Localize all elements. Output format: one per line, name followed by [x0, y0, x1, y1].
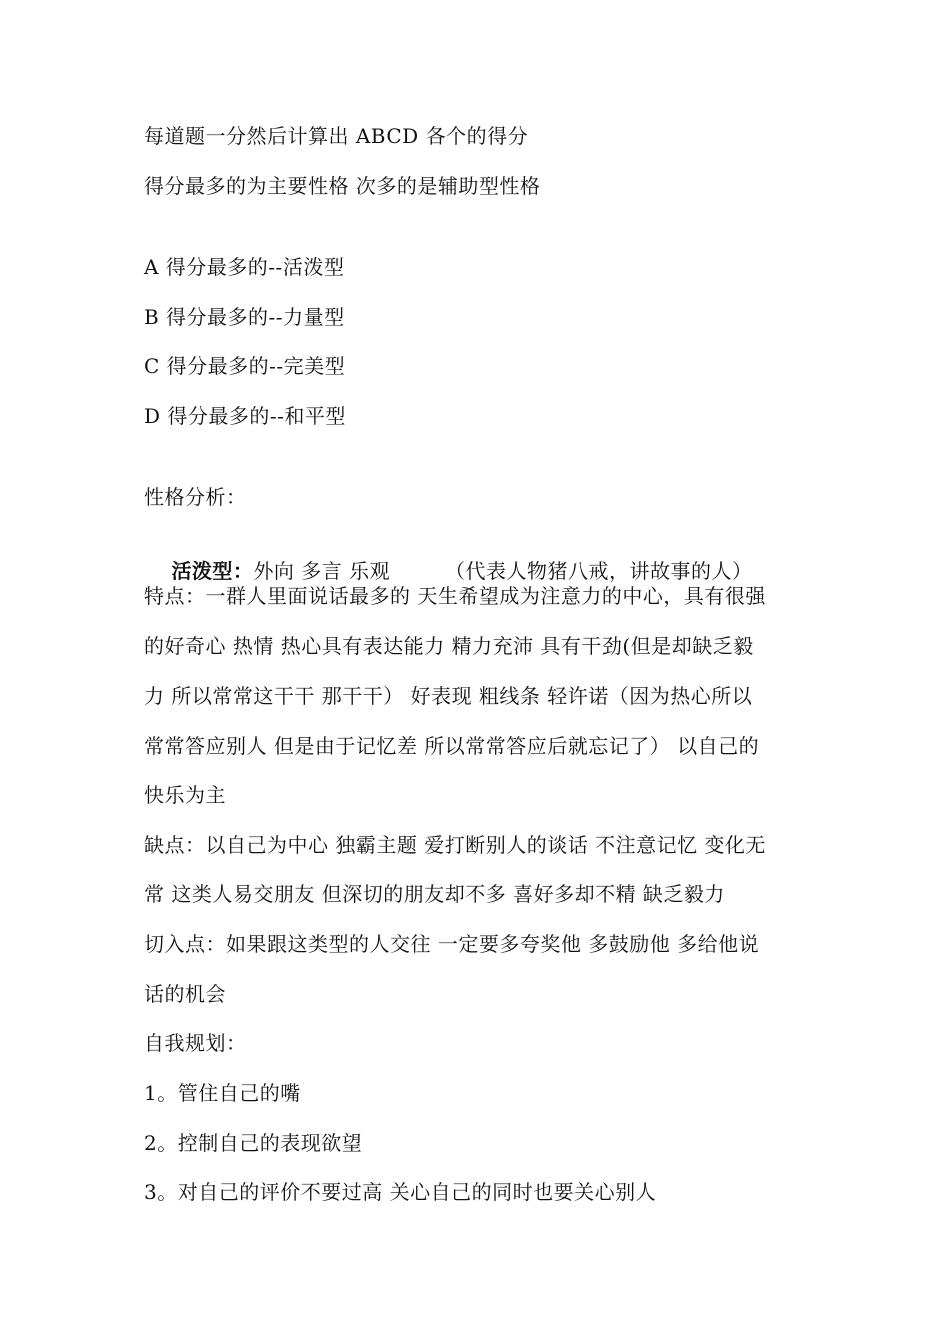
traits-line-1: 特点：一群人里面说话最多的 天生希望成为注意力的中心，具有很强: [144, 584, 766, 608]
type-line-d: D 得分最多的--和平型: [144, 404, 346, 428]
analysis-heading: 性格分析：: [144, 485, 247, 509]
traits-line-4: 常常答应别人 但是由于记忆差 所以常常答应后就忘记了） 以自己的: [144, 734, 760, 758]
plan-item-3: 3。对自己的评价不要过高 关心自己的同时也要关心别人: [144, 1180, 657, 1204]
approach-line-2: 话的机会: [144, 982, 226, 1006]
traits-line-3: 力 所以常常这干干 那干干） 好表现 粗线条 轻许诺（因为热心所以: [144, 684, 753, 708]
type-line-c: C 得分最多的--完美型: [144, 354, 346, 378]
weaknesses-line-1: 缺点：以自己为中心 独霸主题 爱打断别人的谈话 不注意记忆 变化无: [144, 833, 766, 857]
type-line-b: B 得分最多的--力量型: [144, 305, 345, 329]
plan-item-2: 2。控制自己的表现欲望: [144, 1131, 363, 1155]
intro-line-2: 得分最多的为主要性格 次多的是辅助型性格: [144, 174, 541, 198]
intro-line-1: 每道题一分然后计算出 ABCD 各个的得分: [144, 124, 529, 148]
plan-item-1: 1。管住自己的嘴: [144, 1081, 301, 1105]
type-label: 活泼型：: [171, 559, 254, 583]
plan-heading: 自我规划：: [144, 1031, 247, 1055]
approach-line-1: 切入点：如果跟这类型的人交往 一定要多夸奖他 多鼓励他 多给他说: [144, 932, 760, 956]
type-description: 外向 多言 乐观 （代表人物猪八戒，讲故事的人）: [253, 559, 753, 583]
weaknesses-line-2: 常 这类人易交朋友 但深切的朋友却不多 喜好多却不精 缺乏毅力: [144, 882, 725, 906]
type-line-a: A 得分最多的--活泼型: [144, 255, 345, 279]
traits-line-2: 的好奇心 热情 热心具有表达能力 精力充沛 具有干劲(但是却缺乏毅: [144, 634, 754, 658]
traits-line-5: 快乐为主: [144, 783, 226, 807]
